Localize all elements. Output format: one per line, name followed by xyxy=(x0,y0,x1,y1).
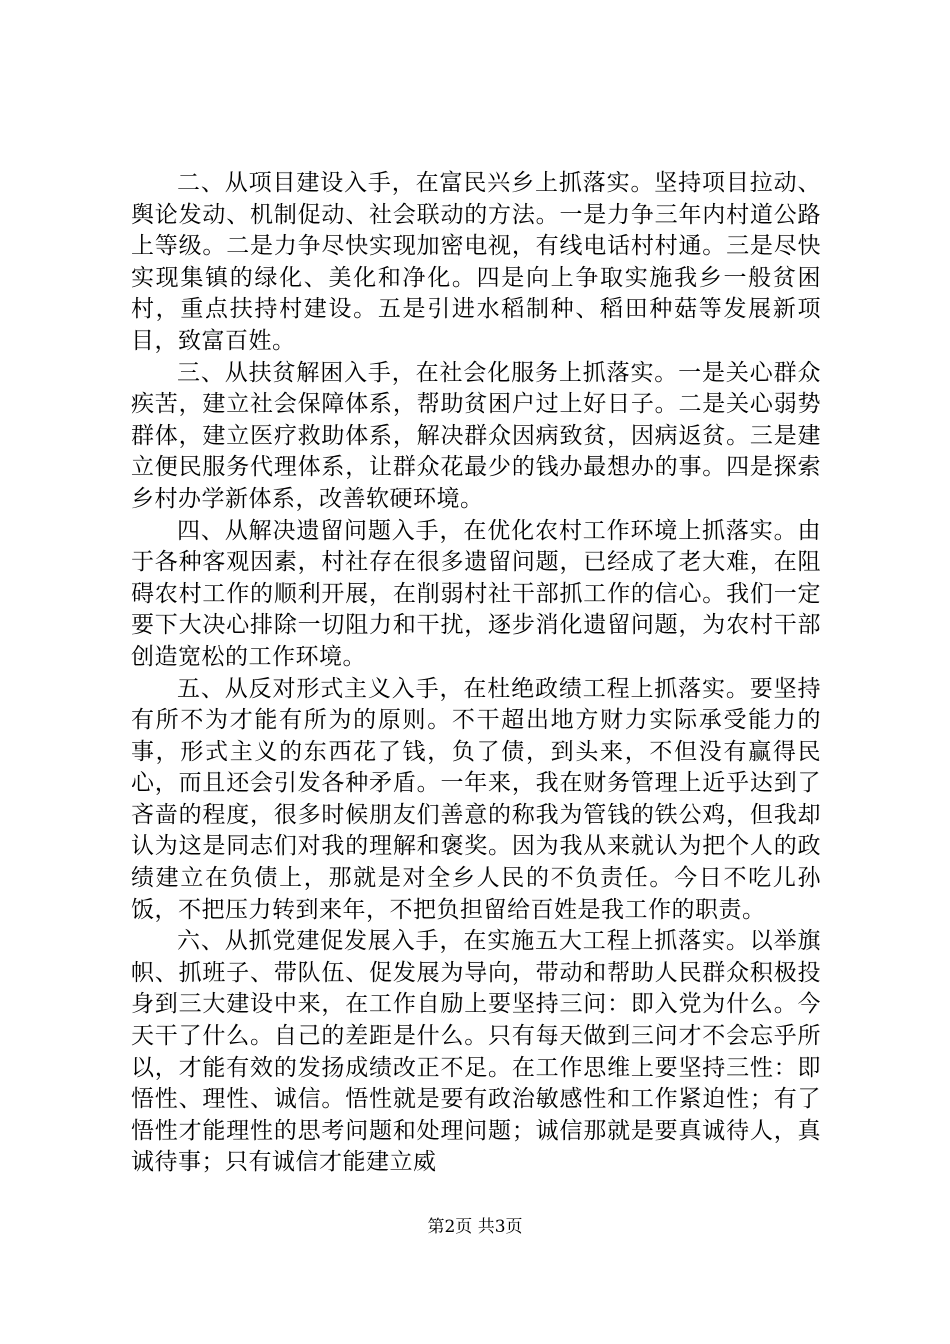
paragraph-project-construction: 二、从项目建设入手，在富民兴乡上抓落实。坚持项目拉动、舆论发动、机制促动、社会联动的方法。一是力争三年内村道公路上等级。二是力争尽快实现加密电视，有线电话村村通。三是尽快实现集镇的绿化、美化和净化。四是向上争取实施我乡一般贫困村，重点扶持村建设。五是引进水稻制种、稻田种菇等发展新项目，致富百姓。 xyxy=(131,170,821,354)
paragraph-poverty-relief: 三、从扶贫解困入手，在社会化服务上抓落实。一是关心群众疾苦，建立社会保障体系，帮助贫困户过上好日子。二是关心弱势群体，建立医疗救助体系，解决群众因病致贫，因病返贫。三是建立便民服务代理体系，让群众花最少的钱办最想办的事。四是探索乡村办学新体系，改善软硬环境。 xyxy=(131,359,821,512)
paragraph-anti-formalism: 五、从反对形式主义入手，在杜绝政绩工程上抓落实。要坚持有所不为才能有所为的原则。不干超出地方财力实际承受能力的事，形式主义的东西花了钱，负了债，到头来，不但没有赢得民心，而且还会引发各种矛盾。一年来，我在财务管理上近乎达到了吝啬的程度，很多时候朋友们善意的称我为管钱的铁公鸡，但我却认为这是同志们对我的理解和褒奖。因为我从来就认为把个人的政绩建立在负债上，那就是对全乡人民的不负责任。今日不吃儿孙饭，不把压力转到来年，不把负担留给百姓是我工作的职责。 xyxy=(131,675,821,923)
page-footer: 第2页 共3页 xyxy=(427,1217,523,1237)
document-body xyxy=(131,168,821,1179)
paragraph-party-building: 六、从抓党建促发展入手，在实施五大工程上抓落实。以举旗帜、抓班子、带队伍、促发展为导向，带动和帮助人民群众积极投身到三大建设中来，在工作自励上要坚持三问：即入党为什么。今天干了什么。自己的差距是什么。只有每天做到三问才不会忘乎所以，才能有效的发扬成绩改正不足。在工作思维上要坚持三性：即悟性、理性、诚信。悟性就是要有政治敏感性和工作紧迫性；有了悟性才能理性的思考问题和处理问题；诚信那就是要真诚待人，真诚待事；只有诚信才能建立威 xyxy=(131,928,821,1176)
paragraph-legacy-issues: 四、从解决遗留问题入手，在优化农村工作环境上抓落实。由于各种客观因素，村社存在很多遗留问题，已经成了老大难，在阻碍农村工作的顺利开展，在削弱村社干部抓工作的信心。我们一定要下大决心排除一切阻力和干扰，逐步消化遗留问题，为农村干部创造宽松的工作环境。 xyxy=(131,517,821,670)
